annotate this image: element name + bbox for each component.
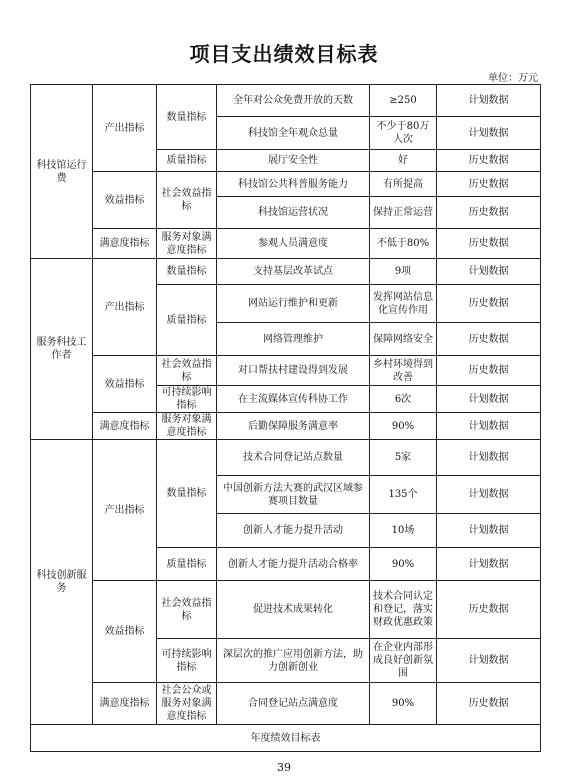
indicator-cell: 对口帮扶村建设得到发展 xyxy=(217,356,370,386)
basis-cell: 历史数据 xyxy=(437,581,541,639)
level2-cell: 社会效益指标 xyxy=(157,581,217,639)
page-number: 39 xyxy=(277,761,291,774)
indicator-cell: 展厅安全性 xyxy=(217,150,370,172)
table-row xyxy=(31,356,541,386)
basis-cell: 历史数据 xyxy=(437,172,541,197)
indicator-cell: 后勤保障服务满意率 xyxy=(217,413,370,440)
value-cell: 发挥网站信息化宣传作用 xyxy=(370,285,437,323)
level2-cell: 数量指标 xyxy=(157,259,217,285)
value-cell: 好 xyxy=(370,150,437,172)
table-row xyxy=(31,725,541,752)
level2-cell: 质量指标 xyxy=(157,548,217,581)
basis-cell: 历史数据 xyxy=(437,150,541,172)
level2-cell: 数量指标 xyxy=(157,440,217,548)
basis-cell: 计划数据 xyxy=(437,117,541,150)
basis-cell: 计划数据 xyxy=(437,85,541,117)
basis-cell: 历史数据 xyxy=(437,285,541,323)
basis-cell: 历史数据 xyxy=(437,197,541,229)
level1-cell: 效益指标 xyxy=(93,581,157,683)
indicator-cell: 科技馆全年观众总量 xyxy=(217,117,370,150)
level1-cell: 产出指标 xyxy=(93,440,157,581)
basis-cell: 计划数据 xyxy=(437,514,541,548)
basis-cell: 历史数据 xyxy=(437,683,541,725)
project-cell: 服务科技工作者 xyxy=(31,259,93,440)
indicator-cell: 参观人员满意度 xyxy=(217,229,370,259)
indicator-cell: 创新人才能力提升活动 xyxy=(217,514,370,548)
value-cell: 10场 xyxy=(370,514,437,548)
basis-cell: 计划数据 xyxy=(437,259,541,285)
value-cell: 不低于80% xyxy=(370,229,437,259)
unit-label: 单位：万元 xyxy=(488,73,538,84)
value-cell: 保障网络安全 xyxy=(370,323,437,356)
level2-cell: 数量指标 xyxy=(157,85,217,150)
level1-cell: 效益指标 xyxy=(93,356,157,413)
basis-cell: 计划数据 xyxy=(437,639,541,683)
value-cell: ≥250 xyxy=(370,85,437,117)
indicator-cell: 合同登记站点满意度 xyxy=(217,683,370,725)
level1-cell: 满意度指标 xyxy=(93,683,157,725)
value-cell: 有所提高 xyxy=(370,172,437,197)
level2-cell: 质量指标 xyxy=(157,150,217,172)
table-row xyxy=(31,229,541,259)
level2-cell: 社会公众或服务对象满意度指标 xyxy=(157,683,217,725)
value-cell: 乡村环境得到改善 xyxy=(370,356,437,386)
indicator-cell: 科技馆运营状况 xyxy=(217,197,370,229)
level2-cell: 服务对象满意度指标 xyxy=(157,413,217,440)
footer-label: 年度绩效目标表 xyxy=(31,725,541,752)
indicator-cell: 深层次的推广应用创新方法，助力创新创业 xyxy=(217,639,370,683)
table-row xyxy=(31,440,541,476)
level2-cell: 可持续影响指标 xyxy=(157,386,217,413)
basis-cell: 计划数据 xyxy=(437,548,541,581)
value-cell: 135个 xyxy=(370,476,437,514)
level1-cell: 效益指标 xyxy=(93,172,157,229)
value-cell: 6次 xyxy=(370,386,437,413)
level2-cell: 可持续影响指标 xyxy=(157,639,217,683)
indicator-cell: 中国创新方法大赛的武汉区域参赛项目数量 xyxy=(217,476,370,514)
level1-cell: 产出指标 xyxy=(93,85,157,172)
level1-cell: 产出指标 xyxy=(93,259,157,356)
table-row xyxy=(31,581,541,639)
table-row xyxy=(31,259,541,285)
basis-cell: 计划数据 xyxy=(437,440,541,476)
basis-cell: 历史数据 xyxy=(437,356,541,386)
value-cell: 5家 xyxy=(370,440,437,476)
value-cell: 90% xyxy=(370,548,437,581)
level2-cell: 社会效益指标 xyxy=(157,356,217,386)
indicator-cell: 全年对公众免费开放的天数 xyxy=(217,85,370,117)
level2-cell: 社会效益指标 xyxy=(157,172,217,229)
value-cell: 90% xyxy=(370,683,437,725)
level1-cell: 满意度指标 xyxy=(93,413,157,440)
basis-cell: 历史数据 xyxy=(437,229,541,259)
value-cell: 90% xyxy=(370,413,437,440)
project-cell: 科技创新服务 xyxy=(31,440,93,725)
level2-cell: 质量指标 xyxy=(157,285,217,356)
indicator-cell: 支持基层改革试点 xyxy=(217,259,370,285)
basis-cell: 历史数据 xyxy=(437,323,541,356)
indicator-cell: 网站运行维护和更新 xyxy=(217,285,370,323)
value-cell: 9项 xyxy=(370,259,437,285)
table-row xyxy=(31,413,541,440)
level2-cell: 服务对象满意度指标 xyxy=(157,229,217,259)
indicator-cell: 在主流媒体宣传科协工作 xyxy=(217,386,370,413)
project-cell: 科技馆运行费 xyxy=(31,85,93,259)
indicator-cell: 网络管理维护 xyxy=(217,323,370,356)
value-cell: 在企业内部形成良好创新氛围 xyxy=(370,639,437,683)
value-cell: 保持正常运营 xyxy=(370,197,437,229)
indicator-cell: 创新人才能力提升活动合格率 xyxy=(217,548,370,581)
basis-cell: 计划数据 xyxy=(437,386,541,413)
basis-cell: 计划数据 xyxy=(437,476,541,514)
page-title: 项目支出绩效目标表 xyxy=(189,42,379,66)
table-row xyxy=(31,85,541,117)
indicator-cell: 科技馆公共科普服务能力 xyxy=(217,172,370,197)
value-cell: 技术合同认定和登记，落实财政优惠政策 xyxy=(370,581,437,639)
basis-cell: 计划数据 xyxy=(437,413,541,440)
value-cell: 不少于80万人次 xyxy=(370,117,437,150)
table-row xyxy=(31,172,541,197)
indicator-cell: 技术合同登记站点数量 xyxy=(217,440,370,476)
table-row xyxy=(31,683,541,725)
level1-cell: 满意度指标 xyxy=(93,229,157,259)
performance-table xyxy=(30,84,541,752)
indicator-cell: 促进技术成果转化 xyxy=(217,581,370,639)
